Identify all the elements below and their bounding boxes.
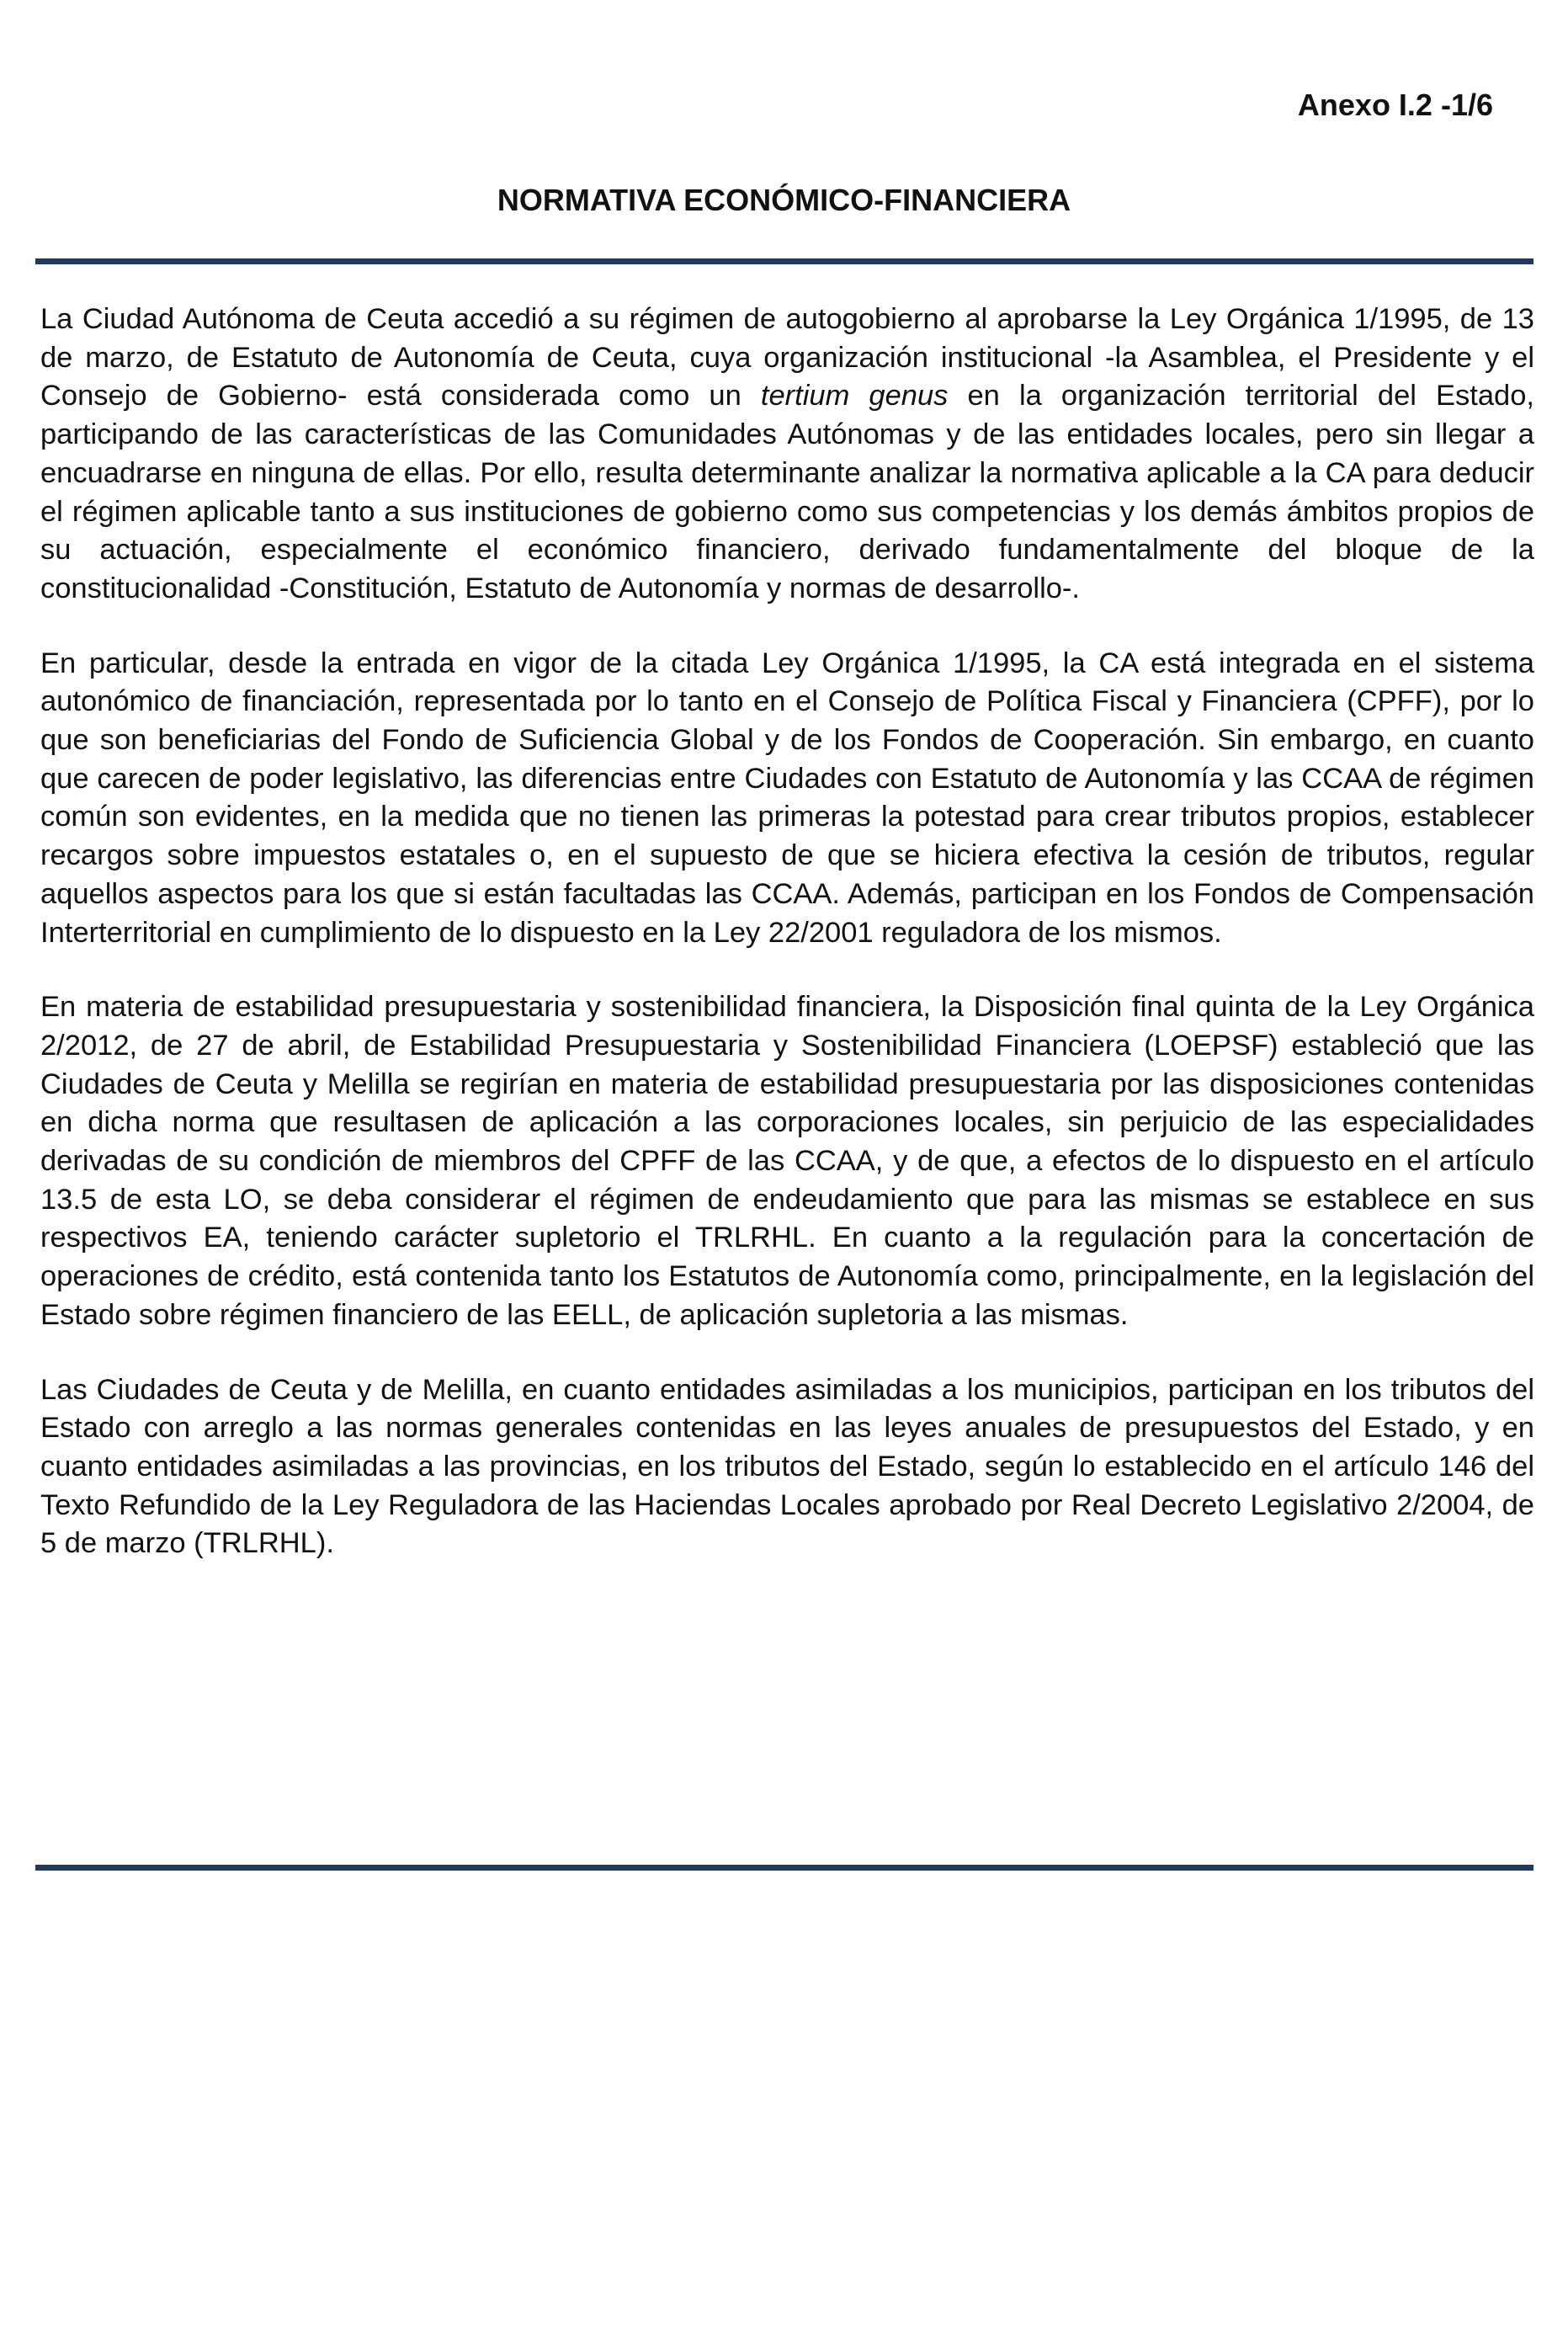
paragraph-2: En particular, desde la entrada en vigor de la citada Ley Orgánica 1/1995, la CA está integrada en el sistema autonómico de financiación, representada por lo tanto en el Consejo de Política Fiscal y Financiera (CPFF), por lo que son beneficiarias del Fondo de Suficiencia Global y de los Fondos de Cooperación. Sin embargo, en cuanto que carecen de poder legislativo, las diferencias entre Ciudades con Estatuto de Autonomía y las CCAA de régimen común son evidentes, en la medida que no tienen las primeras la potestad para crear tributos propios, establecer recargos sobre impuestos estatales o, en el supuesto de que se hiciera efectiva la cesión de tributos, regular aquellos aspectos para los que si están facultadas las CCAA. Además, participan en los Fondos de Compensación Interterritorial en cumplimiento de lo dispuesto en la Ley 22/2001 reguladora de los mismos.	[40, 647, 1534, 949]
paragraph-1-italic-term: tertium genus	[760, 380, 949, 413]
document-body	[40, 301, 1534, 1600]
paragraph-1	[40, 301, 1534, 609]
annex-label: Anexo I.2 -1/6	[1297, 88, 1493, 122]
paragraph-1-text-b: en la organización territorial del Estado, participando de las características de las Comunidades Autónomas y de las entidades locales, pero sin llegar a encuadrarse en ninguna de ellas. Por ello, resulta determinante analizar la normativa aplicable a la CA para deducir el régimen aplicable tanto a sus instituciones de gobierno como sus competencias y los demás ámbitos propios de su actuación, especialmente el económico financiero, derivado fundamentalmente del bloque de la constitucionalidad -Constitución, Estatuto de Autonomía y normas de desarrollo-.	[40, 380, 1534, 604]
paragraph-4: Las Ciudades de Ceuta y de Melilla, en cuanto entidades asimiladas a los municipios, participan en los tributos del Estado con arreglo a las normas generales contenidas en las leyes anuales de presupuestos del Estado, y en cuanto entidades asimiladas a las provincias, en los tributos del Estado, según lo establecido en el artículo 146 del Texto Refundido de la Ley Reguladora de las Haciendas Locales aprobado por Real Decreto Legislativo 2/2004, de 5 de marzo (TRLRHL).	[40, 1373, 1534, 1560]
paragraph-1-text-a: La Ciudad Autónoma de Ceuta accedió a su régimen de autogobierno al aprobarse la Ley Orgánica 1/1995, de 13 de marzo, de Estatuto de Autonomía de Ceuta, cuya organización institucional -la Asamblea, el Presidente y el Consejo de Gobierno- está considerada como un	[40, 303, 1534, 413]
paragraph-3: En materia de estabilidad presupuestaria y sostenibilidad financiera, la Disposición final quinta de la Ley Orgánica 2/2012, de 27 de abril, de Estabilidad Presupuestaria y Sostenibilidad Financiera (LOEPSF) estableció que las Ciudades de Ceuta y Melilla se regirían en materia de estabilidad presupuestaria por las disposiciones contenidas en dicha norma que resultasen de aplicación a las corporaciones locales, sin perjuicio de las especialidades derivadas de su condición de miembros del CPFF de las CCAA, y de que, a efectos de lo dispuesto en el artículo 13.5 de esta LO, se deba considerar el régimen de endeudamiento que para las mismas se establece en sus respectivos EA, teniendo carácter supletorio el TRLRHL. En cuanto a la regulación para la concertación de operaciones de crédito, está contenida tanto los Estatutos de Autonomía como, principalmente, en la legislación del Estado sobre régimen financiero de las EELL, de aplicación supletoria a las mismas.	[40, 991, 1534, 1331]
page-title: NORMATIVA ECONÓMICO-FINANCIERA	[497, 183, 1071, 217]
bottom-divider	[35, 1865, 1533, 1871]
top-divider	[35, 258, 1533, 264]
